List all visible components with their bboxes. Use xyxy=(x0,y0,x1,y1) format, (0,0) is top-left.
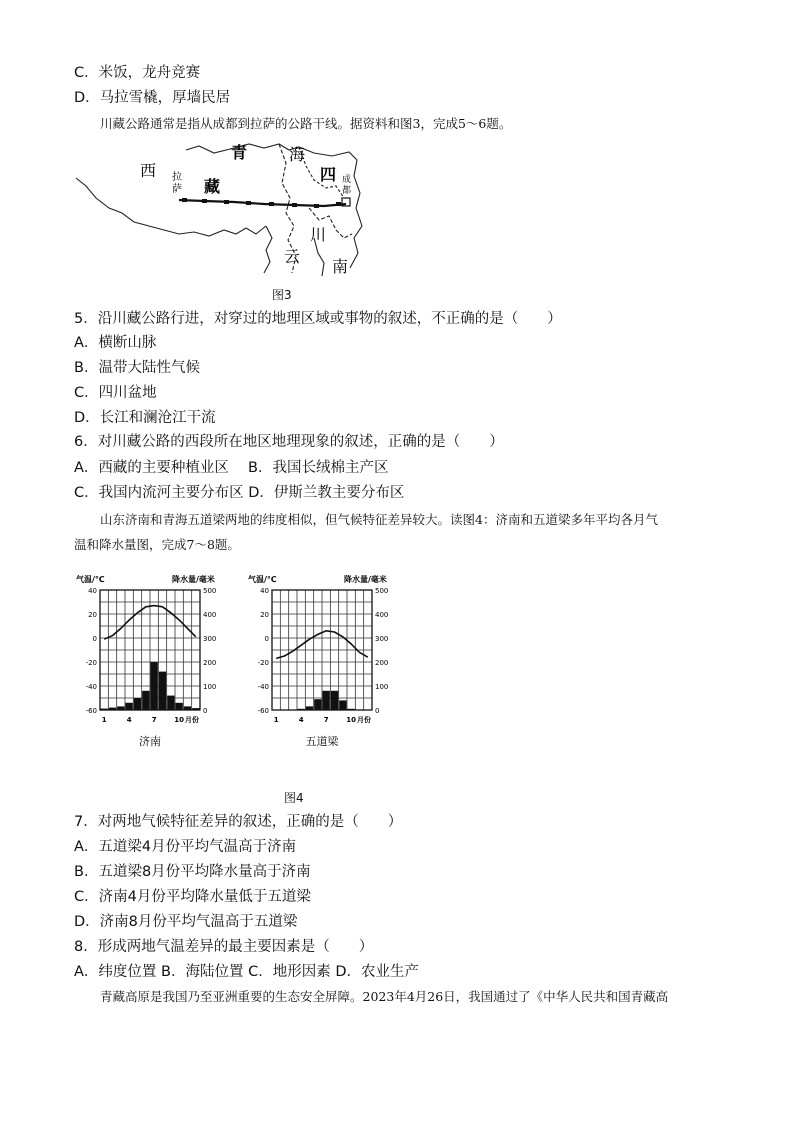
map-label-yun: 云 xyxy=(284,247,301,266)
month-tick: 7 xyxy=(151,716,157,724)
month-tick: 4 xyxy=(126,716,132,724)
precipitation-tick: 200 xyxy=(375,659,389,667)
precipitation-tick: 300 xyxy=(375,635,389,643)
q5-option-c: C．四川盆地 xyxy=(74,385,157,401)
precipitation-bar xyxy=(101,709,108,710)
precipitation-bar xyxy=(314,699,321,710)
q4-option-d: D．马拉雪橇，厚墙民居 xyxy=(74,90,231,106)
precipitation-bar xyxy=(323,691,330,710)
precipitation-tick: 300 xyxy=(203,635,217,643)
precipitation-tick: 400 xyxy=(203,611,217,619)
temperature-axis-title: 气温/℃ xyxy=(76,575,105,584)
precipitation-bar xyxy=(331,691,338,710)
temperature-tick: 0 xyxy=(92,635,97,643)
intro-q7-8-line1: 山东济南和青海五道梁两地的纬度相似，但气候特征差异较大。读图4：济南和五道梁多年平均各月气 xyxy=(100,512,658,527)
temperature-tick: -20 xyxy=(85,659,97,667)
precipitation-axis-title: 降水量/毫米 xyxy=(344,575,387,584)
q7-option-c: C．济南4月份平均降水量低于五道梁 xyxy=(74,889,311,905)
temperature-tick: -40 xyxy=(257,683,269,691)
precipitation-bar xyxy=(126,703,133,710)
q7-option-b: B．五道梁8月份平均降水量高于济南 xyxy=(74,864,311,880)
map-label-chuan: 川 xyxy=(310,225,327,244)
q5-option-d: D．长江和澜沧江干流 xyxy=(74,410,216,426)
precipitation-axis-title: 降水量/毫米 xyxy=(172,575,215,584)
precipitation-bar xyxy=(192,708,199,710)
map-figure-3 xyxy=(74,138,364,278)
precipitation-tick: 200 xyxy=(203,659,217,667)
q8-stem: 8．形成两地气温差异的最主要因素是（ ） xyxy=(74,939,374,955)
map-label-nan: 南 xyxy=(332,257,349,276)
month-tick: 7 xyxy=(323,716,329,724)
precipitation-tick: 100 xyxy=(203,683,217,691)
map-label-sa: 萨 xyxy=(172,184,182,195)
station-name: 五道梁 xyxy=(305,735,339,748)
map-label-qing: 青 xyxy=(231,143,248,162)
map-label-si: 四 xyxy=(320,165,337,184)
map-label-zang: 藏 xyxy=(204,177,221,196)
map-label-du: 都 xyxy=(342,186,352,196)
intro-q5-6: 川藏公路通常是指从成都到拉萨的公路干线。据资料和图3，完成5～6题。 xyxy=(100,116,512,131)
temperature-tick: 20 xyxy=(88,611,97,619)
precipitation-bar xyxy=(339,700,346,710)
month-tick: 10 xyxy=(346,716,357,724)
precipitation-bar xyxy=(159,672,166,710)
q6-stem: 6．对川藏公路的西段所在地区地理现象的叙述，正确的是（ ） xyxy=(74,434,504,450)
month-tick: 月份 xyxy=(185,716,199,724)
month-tick: 10 xyxy=(174,716,185,724)
precipitation-tick: 0 xyxy=(375,707,380,715)
precipitation-tick: 500 xyxy=(203,587,217,595)
temperature-tick: -20 xyxy=(257,659,269,667)
map-label-hai: 海 xyxy=(289,145,306,164)
climate-figure-4 xyxy=(74,568,404,778)
precipitation-bar xyxy=(134,698,141,710)
q7-option-d: D．济南8月份平均气温高于五道梁 xyxy=(74,914,298,930)
temperature-tick: -60 xyxy=(85,707,97,715)
precipitation-tick: 400 xyxy=(375,611,389,619)
map-caption: 图3 xyxy=(272,288,292,302)
intro-q7-8-line2: 温和降水量图，完成7～8题。 xyxy=(74,537,240,552)
precipitation-bar xyxy=(348,709,355,710)
precipitation-tick: 0 xyxy=(203,707,208,715)
temperature-axis-title: 气温/℃ xyxy=(248,575,277,584)
temperature-tick: 20 xyxy=(260,611,269,619)
month-tick: 月份 xyxy=(357,716,371,724)
map-label-xi: 西 xyxy=(140,161,157,180)
q4-option-c: C．米饭，龙舟竞赛 xyxy=(74,65,201,81)
q7-stem: 7．对两地气候特征差异的叙述，正确的是（ ） xyxy=(74,814,403,830)
month-tick: 1 xyxy=(101,716,107,724)
precipitation-tick: 500 xyxy=(375,587,389,595)
precipitation-bar xyxy=(298,709,305,710)
q5-option-a: A．横断山脉 xyxy=(74,335,157,351)
month-tick: 1 xyxy=(273,716,279,724)
intro-q9: 青藏高原是我国乃至亚洲重要的生态安全屏障。2023年4月26日，我国通过了《中华人民共和国青藏高 xyxy=(100,989,669,1004)
precipitation-bar xyxy=(151,662,158,710)
precipitation-bar xyxy=(176,703,183,710)
precipitation-tick: 100 xyxy=(375,683,389,691)
temperature-tick: 0 xyxy=(264,635,269,643)
temperature-tick: -40 xyxy=(85,683,97,691)
map-label-cheng: 成 xyxy=(342,175,352,185)
precipitation-bar xyxy=(142,691,149,710)
q8-options: A．纬度位置 B．海陆位置 C．地形因素 D．农业生产 xyxy=(74,964,419,980)
q5-stem: 5．沿川藏公路行进，对穿过的地理区域或事物的叙述，不正确的是（ ） xyxy=(74,311,562,327)
precipitation-bar xyxy=(117,706,124,710)
temperature-tick: 40 xyxy=(260,587,269,595)
station-name: 济南 xyxy=(139,735,161,748)
q5-option-b: B．温带大陆性气候 xyxy=(74,360,200,376)
precipitation-bar xyxy=(109,708,116,710)
precipitation-bar xyxy=(184,706,191,710)
q6-options-cd: C．我国内流河主要分布区 D．伊斯兰教主要分布区 xyxy=(74,485,405,501)
temperature-tick: 40 xyxy=(88,587,97,595)
climate-caption: 图4 xyxy=(284,791,304,805)
month-tick: 4 xyxy=(298,716,304,724)
precipitation-bar xyxy=(306,706,313,710)
temperature-tick: -60 xyxy=(257,707,269,715)
map-label-la: 拉 xyxy=(172,172,182,183)
q6-options-ab: A．西藏的主要种植业区 B．我国长绒棉主产区 xyxy=(74,460,389,476)
q7-option-a: A．五道梁4月份平均气温高于济南 xyxy=(74,839,297,855)
precipitation-bar xyxy=(167,696,174,710)
